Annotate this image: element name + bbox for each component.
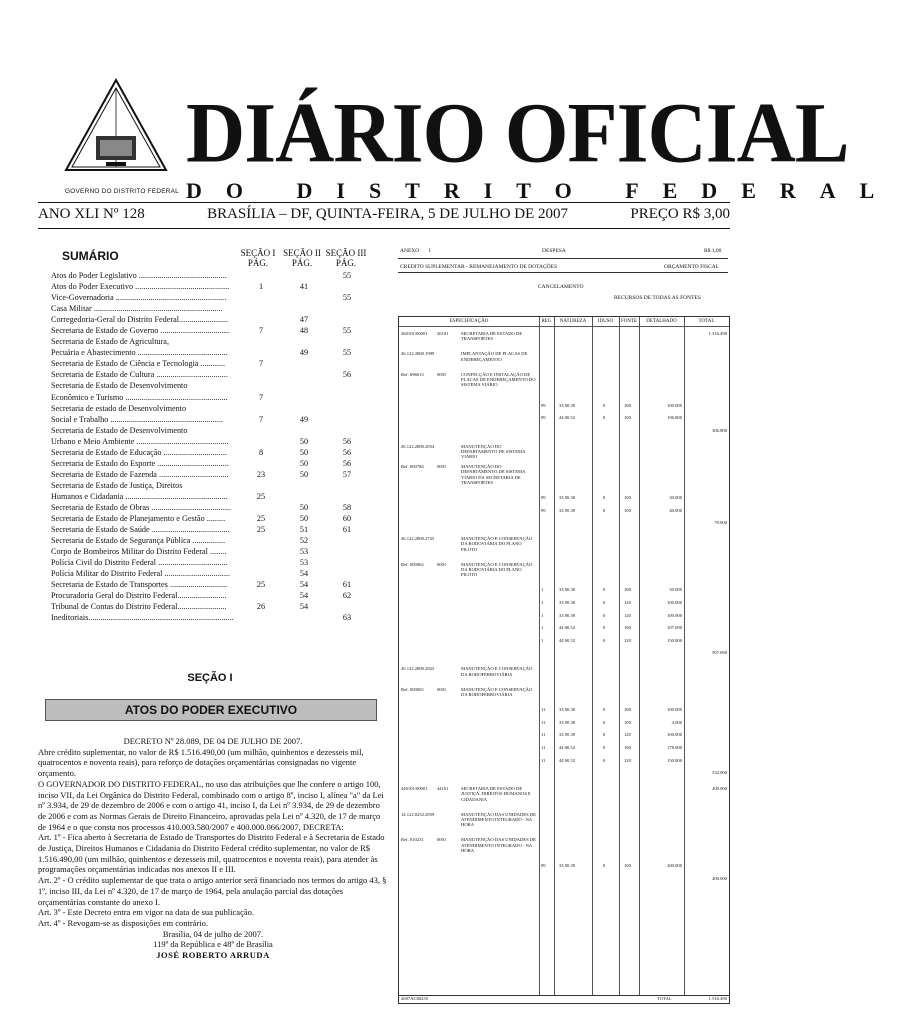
summary-row-s1: 7: [258, 326, 264, 336]
summary-row: [51, 347, 386, 358]
annex-despesa: DESPESA: [542, 248, 566, 254]
col-secao-1: SEÇÃO I PÁG.: [240, 248, 276, 268]
summary-row-name: Secretaria de Estado de Governo ..................................: [51, 326, 230, 336]
summary-title: SUMÁRIO: [62, 249, 119, 263]
summary-row-name: Secretaria de Estado de Agricultura,: [51, 337, 169, 347]
item-description: MANUTENÇÃO E CONSERVAÇÃO DA RODOVIÁRIA DO PLANO PILOTO: [461, 536, 533, 552]
summary-row: [51, 281, 386, 292]
item-code: 26.122.2800.2825: [401, 666, 435, 672]
summary-row-s2: 50: [299, 436, 309, 446]
summary-row-s2: 47: [299, 315, 309, 325]
col-secao-3: SEÇÃO III PÁG.: [325, 248, 367, 268]
coat-of-arms-emblem: [62, 78, 178, 194]
summary-row-name: Econômico e Turismo ..................................................: [51, 392, 228, 402]
annex-budget: ORÇAMENTO FISCAL: [664, 264, 720, 270]
summary-row-s2: 54: [299, 602, 309, 612]
summary-row-s2: 49: [299, 348, 309, 358]
summary-row-s2: 54: [299, 569, 309, 579]
annex-word: ANEXO: [400, 248, 420, 254]
item-natureza: 33.90.39: [559, 507, 576, 513]
item-reg: 11: [541, 707, 546, 713]
decree-ementa: Abre crédito suplementar, no valor de R$ 1.516.490,00 (um milhão, quinhentos e dezesseis mil, quatrocentos e noventa reais), para reforço de dotações orçamentárias consignadas no vigente orçamento.: [38, 746, 364, 779]
summary-row-s1: 23: [256, 469, 266, 479]
issue-price: PREÇO R$ 3,00: [630, 206, 730, 222]
summary-row-s3: 55: [342, 348, 352, 358]
summary-row-s3: 55: [342, 271, 352, 280]
summary-row: [51, 447, 386, 458]
item-code: Ref. 010231: [401, 837, 424, 843]
item-detalhado: 100.000: [667, 612, 682, 618]
summary-row-name: Secretaria de Estado de Justiça, Direitos: [51, 480, 183, 490]
item-natureza: 33.90.39: [559, 732, 576, 738]
newspaper-title: DIÁRIO OFICIAL: [186, 84, 849, 181]
summary-row-name: Tribunal de Contas do Distrito Federal........................: [51, 602, 227, 612]
item-fonte: 100: [624, 625, 631, 631]
th-especificacao: ESPECIFICAÇÃO: [449, 319, 489, 324]
footer-code: 2007AC00255: [401, 996, 429, 1001]
item-iduso: 0: [603, 863, 606, 868]
issue-info-bar: [38, 206, 730, 223]
summary-row-name: Secretaria de Estado de Desenvolvimento: [51, 381, 188, 391]
annex-rule-2: [398, 272, 728, 273]
item-natureza: 33.90.39: [559, 863, 576, 868]
item-reg: 1: [541, 587, 544, 593]
section-heading: SEÇÃO I: [187, 672, 233, 684]
summary-row-name: Humanos e Cidadania ..................................................: [51, 491, 228, 501]
summary-row-s3: 63: [342, 613, 352, 623]
item-detalhado: 4.000: [671, 719, 682, 725]
summary-row-s2: 53: [299, 558, 309, 568]
item-ref: 0001: [437, 464, 447, 470]
item-code: Ref. 000065: [401, 686, 424, 692]
item-code: 260101/00001: [401, 331, 428, 336]
summary-row: [51, 469, 386, 480]
summary-row: [51, 380, 386, 391]
summary-row: [51, 601, 386, 612]
summary-row-s1: 1: [258, 282, 264, 292]
item-ref: 0001: [437, 686, 447, 692]
decree-art-2: Art. 2º - O crédito suplementar de que trata o artigo anterior será financiado nos termos do artigo 43, § 1º, inciso III, da Lei nº 4.320, de 17 de março de 1964, pela anulação parcial das dotações orçamentárias constante do anexo I.: [38, 875, 387, 907]
item-natureza: 44.90.52: [559, 625, 576, 631]
summary-row: [51, 513, 386, 524]
item-detalhado: 100.000: [667, 600, 682, 605]
item-reg: 1: [541, 612, 544, 618]
item-iduso: 0: [603, 745, 606, 750]
item-fonte: 120: [624, 600, 631, 605]
summary-row: [51, 425, 386, 436]
item-total: 532.000: [712, 770, 727, 776]
th-total: TOTAL: [698, 319, 715, 324]
item-description: MANUTENÇÃO E CONSERVAÇÃO DA RODOVIÁRIA DO PLANO PILOTO: [461, 561, 533, 578]
item-ref: 0001: [437, 561, 447, 567]
summary-row-name: Secretaria de Estado de Educação ...............................: [51, 447, 227, 457]
item-total: 507.690: [712, 650, 727, 656]
summary-row: [51, 414, 386, 425]
summary-row: [51, 579, 386, 590]
item-iduso: 0: [603, 600, 606, 605]
item-iduso: 0: [603, 732, 606, 738]
annex-credit: CREDITO SUPLEMENTAR - REMANEJAMENTO DE DOTAÇÕES: [400, 264, 558, 270]
item-fonte: 120: [624, 732, 631, 738]
summary-row-s1: 7: [258, 359, 264, 369]
col-divider: [592, 317, 593, 995]
item-reg: 11: [541, 745, 546, 750]
summary-row-s2: 54: [299, 591, 309, 601]
item-total: 200.000: [712, 875, 727, 881]
summary-row: [51, 612, 386, 623]
item-fonte: 100: [624, 863, 631, 868]
newspaper-subtitle: DO DISTRITO FEDERAL: [186, 178, 898, 203]
summary-row: [51, 502, 386, 513]
th-detalhado: DETALHADO: [646, 319, 677, 324]
th-natureza: NATUREZA: [559, 319, 587, 324]
item-description: MANUTENÇÃO E CONSERVAÇÃO DA RODOFERROVIÁRIA: [461, 686, 533, 697]
col-divider: [554, 317, 555, 995]
summary-row-name: Social e Trabalho .......................................................: [51, 414, 223, 424]
item-natureza: 44.90.52: [559, 415, 576, 421]
summary-row-s1: 7: [258, 414, 264, 424]
summary-row-s3: 55: [342, 326, 352, 336]
item-fonte: 120: [624, 637, 631, 643]
item-detalhado: 100.000: [667, 707, 682, 713]
summary-row-name: Procuradoria Geral do Distrito Federal........................: [51, 591, 227, 601]
decree-art-3: Art. 3º - Este Decreto entra em vigor na data de sua publicação.: [38, 907, 254, 918]
summary-row: [51, 270, 386, 281]
annex-rule-1: [398, 258, 728, 259]
item-detalhado: 100.000: [667, 402, 682, 408]
summary-row-s1: 7: [258, 392, 264, 402]
item-description: SECRETARIA DE ESTADO DE JUSTIÇA, DIREITOS HUMANOS E CIDADANIA: [461, 786, 531, 802]
summary-row: [51, 369, 386, 380]
item-description: MANUTENÇÃO DAS UNIDADES DE ATENDIMENTO INTEGRADO - NA HORA: [461, 811, 536, 828]
masthead-rule-top: [38, 202, 730, 203]
summary-row-s2: 52: [299, 536, 309, 546]
summary-row-name: Corregedoria-Geral do Distrito Federal........................: [51, 315, 229, 325]
item-total: 70.000: [714, 520, 727, 526]
item-code: Ref. 000784: [401, 464, 424, 470]
item-code: Ref. 000062: [401, 561, 424, 567]
item-description: SECRETARIA DE ESTADO DE TRANSPORTES: [461, 331, 523, 342]
item-description: MANUTENÇÃO DO DEPARTAMENTO DE SISTEMA VIÁRIO DA SECRETARIA DE TRANSPORTES: [461, 464, 526, 485]
summary-row-name: Secretaria de estado de Desenvolvimento: [51, 403, 187, 413]
summary-row-s2: 50: [299, 458, 309, 468]
item-reg: 99: [541, 863, 546, 868]
summary-row-s2: 50: [299, 502, 309, 512]
summary-row-name: Atos do Poder Executivo ..............................................: [51, 282, 230, 292]
summary-row: [51, 403, 386, 414]
summary-row-name: Polícia Civil do Distrito Federal ..................................: [51, 558, 228, 568]
summary-row-s2: 41: [299, 282, 309, 292]
item-reg: 1: [541, 625, 544, 631]
summary-row: [51, 535, 386, 546]
summary-row: [51, 480, 386, 491]
item-code: Ref. 696613: [401, 371, 424, 377]
item-iduso: 0: [603, 757, 606, 763]
summary-row: [51, 314, 386, 325]
summary-row: [51, 436, 386, 447]
item-iduso: 0: [603, 402, 606, 408]
col-divider: [539, 317, 540, 995]
decree-text: [38, 736, 388, 961]
item-natureza: 44.90.52: [559, 757, 576, 763]
summary-row: [51, 303, 386, 314]
summary-row-s1: 25: [256, 525, 266, 535]
col-divider: [639, 317, 640, 995]
item-iduso: 0: [603, 415, 606, 421]
summary-row-name: Secretaria de Estado do Esporte ...................................: [51, 458, 229, 468]
summary-row-s2: 50: [299, 469, 309, 479]
item-detalhado: 40.000: [669, 507, 682, 513]
decree-place-date: Brasília, 04 de julho de 2007.: [162, 928, 264, 939]
item-fonte: 100: [624, 707, 631, 713]
summary-row-name: Pecuária e Abastecimento ............................................: [51, 348, 228, 358]
item-code: 14.122.0252.2959: [401, 811, 435, 817]
issue-date: BRASÍLIA – DF, QUINTA-FEIRA, 5 DE JULHO DE 2007: [207, 206, 569, 222]
item-reg: 1: [541, 600, 544, 605]
summary-row-name: Secretaria de Estado de Desenvolvimento: [51, 425, 188, 435]
item-natureza: 33.90.30: [559, 587, 576, 593]
item-reg: 99: [541, 415, 546, 421]
item-detalhado: 30.000: [669, 495, 682, 500]
item-code: 26.122.2800.2054: [401, 443, 435, 449]
item-iduso: 0: [603, 507, 606, 513]
item-fonte: 120: [624, 757, 631, 763]
summary-row: [51, 358, 386, 369]
summary-row-name: Ineditoriais.......................................................................: [51, 613, 234, 623]
summary-row-s2: 48: [299, 326, 309, 336]
summary-row-s1: 25: [256, 514, 266, 524]
item-code: 26.122.2800.1999: [401, 351, 435, 357]
item-iduso: 0: [603, 707, 606, 713]
th-reg: REG: [541, 319, 552, 324]
footer-label: TOTAL: [657, 996, 672, 1001]
item-iduso: 0: [603, 625, 606, 631]
decree-years: 119º da República e 48º de Brasília: [153, 939, 273, 950]
item-reg: 11: [541, 719, 546, 725]
item-iduso: 0: [603, 612, 606, 618]
item-natureza: 33.90.30: [559, 600, 576, 605]
summary-row-s1: 26: [256, 602, 266, 612]
summary-row-name: Polícia Militar do Distrito Federal ................................: [51, 569, 230, 579]
summary-row-s3: 62: [342, 591, 352, 601]
decree-art-1: Art. 1º - Fica aberto à Secretaria de Estado de Transportes do Distrito Federal e à Secretaria de Estado de Justiça, Direitos Humanos e Cidadania do Distrito Federal crédito suplementar, no valor de R$ 1.516.490,00 (um milhão, quinhentos e dezesseis mil, quatrocentos e noventa reais), para atender às programações orçamentárias indicadas nos anexos II e III.: [38, 832, 385, 875]
item-fonte: 100: [624, 495, 631, 500]
summary-row-s3: 57: [342, 469, 352, 479]
item-detalhado: 196.800: [667, 415, 682, 421]
item-ref: 26101: [437, 331, 449, 336]
summary-row-name: Secretaria de Estado de Obras .......................................: [51, 502, 232, 512]
summary-row-s3: 61: [342, 525, 352, 535]
summary-row-s1: 8: [258, 447, 264, 457]
summary-row-name: Secretaria de Estado de Fazenda ..................................: [51, 469, 229, 479]
summary-row-s2: 49: [299, 414, 309, 424]
item-fonte: 100: [624, 507, 631, 513]
summary-row-name: Urbano e Meio Ambiente .............................................: [51, 436, 229, 446]
summary-row-s3: 60: [342, 514, 352, 524]
summary-row-name: Secretaria de Estado de Cultura ...................................: [51, 370, 228, 380]
summary-row-name: Secretaria de Estado de Saúde ......................................: [51, 525, 230, 535]
item-fonte: 100: [624, 719, 631, 725]
summary-row-s3: 61: [342, 580, 352, 590]
decree-title: DECRETO Nº 28.089, DE 04 DE JULHO DE 2007.: [123, 736, 303, 746]
item-natureza: 33.90.30: [559, 495, 576, 500]
item-ref: 44101: [437, 786, 449, 792]
footer-total: 1.516.490: [708, 996, 727, 1001]
item-total: 1.316.490: [708, 331, 727, 336]
summary-row-s3: 56: [342, 458, 352, 468]
item-total: 200.000: [712, 786, 727, 792]
summary-row: [51, 392, 386, 403]
item-reg: 99: [541, 495, 546, 500]
decree-signature: JOSÉ ROBERTO ARRUDA: [156, 950, 270, 961]
summary-row-s3: 56: [342, 436, 352, 446]
item-reg: 11: [541, 757, 546, 763]
summary-row-s3: 56: [342, 447, 352, 457]
masthead-rule-bottom: [38, 228, 730, 229]
col-divider: [684, 317, 685, 995]
item-code: 440101/00001: [401, 786, 428, 792]
government-label: GOVERNO DO DISTRITO FEDERAL: [65, 188, 179, 195]
item-fonte: 100: [624, 745, 631, 750]
item-natureza: 33.90.39: [559, 402, 576, 408]
summary-row: [51, 491, 386, 502]
summary-row: [51, 458, 386, 469]
summary-row-s2: 50: [299, 514, 309, 524]
item-description: MANUTENÇÃO DO DEPARTAMENTO DE SISTEMA VIÁRIO: [461, 443, 526, 460]
summary-row: [51, 590, 386, 601]
item-natureza: 44.90.52: [559, 745, 576, 750]
summary-row: [51, 524, 386, 535]
summary-row-s2: 54: [299, 580, 309, 590]
item-total: 306.800: [712, 427, 727, 433]
item-natureza: 33.90.39: [559, 612, 576, 618]
item-detalhado: 178.000: [667, 745, 682, 750]
annex-cancel: CANCELAMENTO: [538, 284, 584, 290]
item-detalhado: 100.000: [667, 732, 682, 738]
item-reg: 1: [541, 637, 544, 643]
annex-sources: RECURSOS DE TODAS AS FONTES: [614, 295, 701, 301]
item-iduso: 0: [603, 495, 606, 500]
summary-row-name: Corpo de Bombeiros Militar do Distrito Federal ........: [51, 547, 227, 557]
summary-row: [51, 325, 386, 336]
item-ref: 0001: [437, 371, 447, 377]
item-reg: 11: [541, 732, 546, 738]
item-iduso: 0: [603, 637, 606, 643]
col-secao-2: SEÇÃO II PÁG.: [283, 248, 321, 268]
summary-row-name: Secretaria de Estado de Transportes ............................: [51, 580, 228, 590]
summary-row-s3: 58: [342, 502, 352, 512]
item-description: CONFECÇÃO E INSTALAÇÃO DE PLACAS DE ENDEREÇAMENTO DO SISTEMA VIÁRIO: [461, 371, 536, 388]
item-reg: 99: [541, 402, 546, 408]
item-description: MANUTENÇÃO DAS UNIDADES DE ATENDIMENTO INTEGRADO - NA HORA: [461, 837, 536, 853]
item-detalhado: 150.000: [667, 757, 682, 763]
col-divider: [619, 317, 620, 995]
th-iduso: IDUSO: [597, 319, 614, 324]
summary-row: [51, 568, 386, 579]
item-fonte: 100: [624, 415, 631, 421]
item-natureza: 33.90.30: [559, 707, 576, 713]
item-fonte: 100: [624, 402, 631, 408]
item-code: 26.122.2800.2725: [401, 536, 435, 542]
summary-row: [51, 336, 386, 347]
item-description: IMPLANTAÇÃO DE PLACAS DE ENDEREÇAMENTO: [461, 351, 528, 362]
summary-row-s3: 56: [342, 370, 352, 380]
summary-list: [51, 270, 386, 624]
item-iduso: 0: [603, 719, 606, 725]
issue-number: ANO XLI Nº 128: [38, 206, 145, 222]
summary-row-name: Atos do Poder Legislativo ...........................................: [51, 271, 227, 280]
th-fonte: FONTE: [620, 319, 638, 324]
item-reg: 99: [541, 507, 546, 513]
item-detalhado: 200.000: [667, 863, 682, 868]
annex-table: [398, 316, 730, 996]
annex-unit: R$ 1,00: [704, 248, 722, 254]
summary-row-s3: 55: [342, 293, 352, 303]
summary-row-s2: 51: [299, 525, 309, 535]
annex-number: I: [428, 248, 431, 254]
summary-row-s1: 25: [256, 491, 266, 501]
item-fonte: 100: [624, 587, 631, 593]
item-detalhado: 107.690: [667, 625, 682, 631]
summary-row-name: Secretaria de Estado de Planejamento e Gestão .........: [51, 514, 226, 524]
annex-footer: [398, 994, 730, 1004]
item-iduso: 0: [603, 587, 606, 593]
summary-row-name: Secretaria de Estado de Ciência e Tecnologia ............: [51, 359, 226, 369]
item-ref: 0001: [437, 837, 447, 843]
item-natureza: 44.90.52: [559, 637, 576, 643]
item-natureza: 33.90.39: [559, 719, 576, 725]
summary-row-s1: 25: [256, 580, 266, 590]
summary-row-name: Casa Militar ...............................................................: [51, 304, 223, 314]
summary-row: [51, 292, 386, 303]
item-description: MANUTENÇÃO E CONSERVAÇÃO DA RODOFERROVIÁRIA: [461, 666, 533, 677]
summary-row-s2: 50: [299, 447, 309, 457]
item-fonte: 120: [624, 612, 631, 618]
header-divider: [399, 326, 729, 327]
summary-row-name: Vice-Governadoria ......................................................: [51, 293, 227, 303]
decree-preamble: O GOVERNADOR DO DISTRITO FEDERAL, no uso das atribuições que lhe confere o artigo 100, inciso VII, da Lei Orgânica do Distrito Federal, combinado com o artigo 8º, inciso I, alínea "a" da Lei nº 3.934, de 29 de dezembro de 2006 e com o artigo 41, inciso I, da Lei nº 3.934, de 29 de dezembro de 2006 e com as Normas Gerais de Direito Financeiro, aprovadas pela Lei nº 4.320, de 17 de março de 1964 e o que consta nos processos 410.003.580/2007 e 400.000.066/2007, DECRETA:: [38, 778, 384, 832]
summary-row: [51, 546, 386, 557]
summary-row: [51, 557, 386, 568]
item-detalhado: 50.000: [669, 587, 682, 593]
annex-label: [400, 248, 431, 254]
decree-art-4: Art. 4º - Revogam-se as disposições em contrário.: [38, 917, 208, 928]
summary-row-s2: 53: [299, 547, 309, 557]
summary-row-name: Secretaria de Estado de Segurança Pública ................: [51, 536, 226, 546]
item-detalhado: 150.000: [667, 637, 682, 643]
section-bar: ATOS DO PODER EXECUTIVO: [45, 699, 377, 721]
